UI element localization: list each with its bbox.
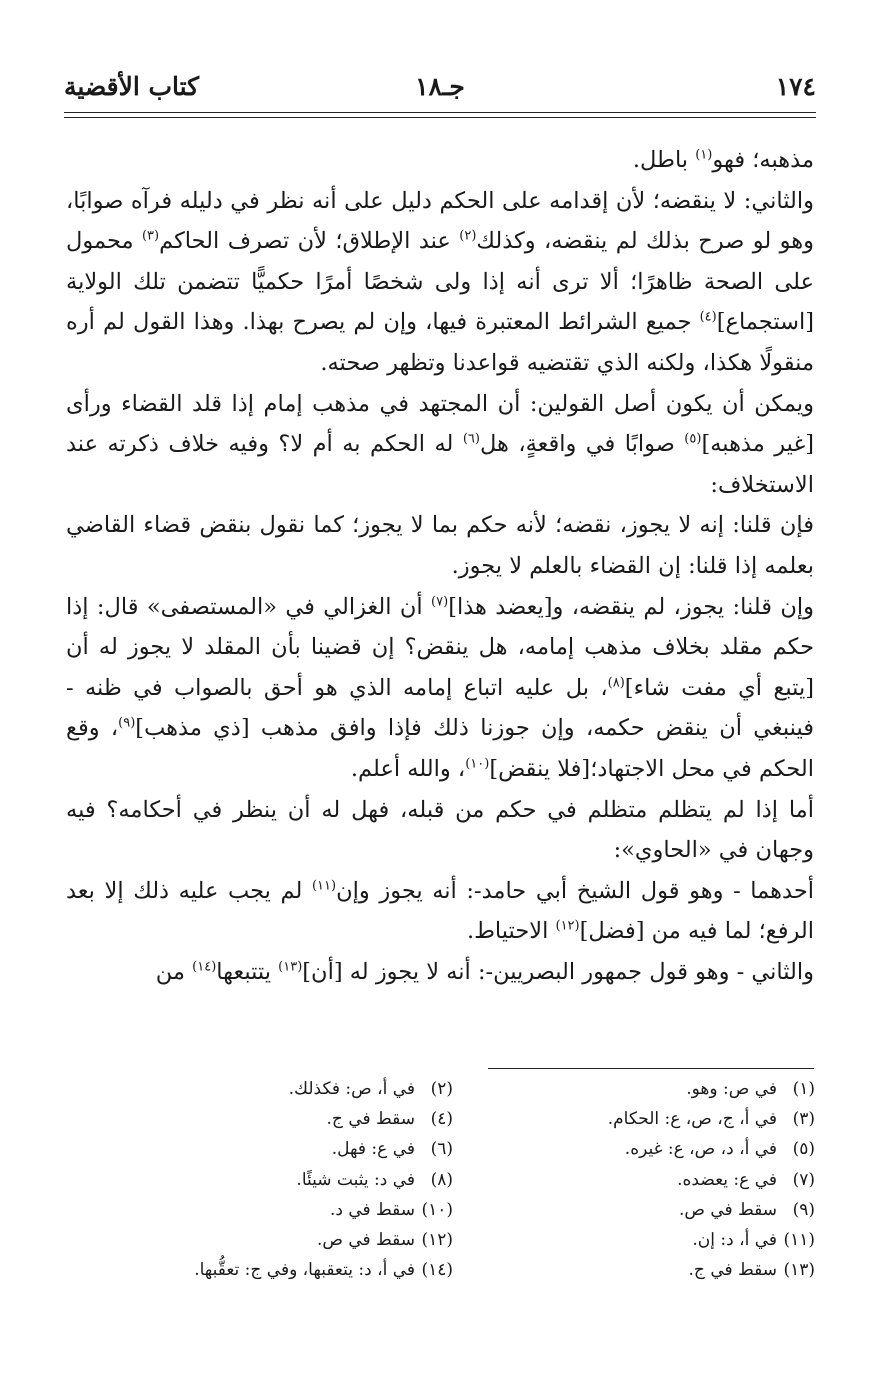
footnote xyxy=(133,1225,453,1255)
footnote-separator xyxy=(488,1068,814,1069)
footnote xyxy=(133,1195,453,1225)
header-rule-thin xyxy=(64,117,816,118)
footnote-text: في ع: فهل. xyxy=(331,1139,415,1160)
footnote-text: في أ، د: يتعقبها، وفي ج: تعقُّبها. xyxy=(194,1260,415,1281)
footnote-text: سقط في ج. xyxy=(326,1109,415,1130)
footnote-number: (٨) xyxy=(430,1169,453,1190)
footnote-number: (١٢) xyxy=(421,1230,453,1251)
footnote-text: في أ، د، ص، ع: غيره. xyxy=(624,1139,777,1160)
footnote-text: سقط في د. xyxy=(329,1199,415,1220)
footnote-number: (١١) xyxy=(783,1230,815,1251)
footnote-text: سقط في ص. xyxy=(316,1230,415,1251)
footnote-number: (٩) xyxy=(792,1199,815,1220)
footnote-number: (١) xyxy=(792,1079,815,1099)
footnote-number: (١٣) xyxy=(783,1260,815,1281)
book-title: كتاب الأقضية xyxy=(64,72,200,101)
footnote xyxy=(485,1255,815,1285)
footnote xyxy=(485,1104,815,1134)
paragraph: مذهبه؛ فهو$^{(١)}$ باطل. xyxy=(632,147,814,173)
footnote-number: (٢) xyxy=(430,1079,453,1099)
footnote xyxy=(485,1134,815,1164)
footnote-text: في أ، ص: فكذلك. xyxy=(288,1079,415,1099)
paragraph: والثاني - وهو قول جمهور البصريين-: أنه لا يجوز له [أن]$^{(١٣)}$ يتتبعها$^{(١٤)}$ من xyxy=(155,958,814,985)
footnote-number: (٥) xyxy=(792,1139,815,1160)
page-number: ١٧٤ xyxy=(775,72,816,101)
footnote-text: في ع: يعضده. xyxy=(677,1169,777,1190)
footnote xyxy=(133,1165,453,1195)
page-header xyxy=(64,72,816,112)
footnote-number: (١٤) xyxy=(421,1260,453,1281)
footnote xyxy=(133,1134,453,1164)
footnote-number: (١٠) xyxy=(421,1199,453,1220)
paragraph: فإن قلنا: إنه لا يجوز، نقضه؛ لأنه حكم بما لا يجوز؛ كما نقول بنقض قضاء القاضي بعلمه إذا قلنا: إن القضاء بالعلم لا يجوز. xyxy=(66,512,814,579)
footnote xyxy=(485,1165,815,1195)
header-rule xyxy=(64,112,816,113)
footnote-number: (٣) xyxy=(792,1109,815,1130)
paragraph: ويمكن أن يكون أصل القولين: أن المجتهد في مذهب إمام إذا قلد القضاء ورأى [غير مذهبه]$^{(٥)}$ صوابًا في واقعةٍ، هل$^{(٦)}$ له الحكم به أم لا؟ وفيه خلاف ذكرته عند الاستخلاف: xyxy=(66,390,814,498)
footnote-text: سقط في ج. xyxy=(688,1260,777,1281)
footnote-text: في أ، د: إن. xyxy=(692,1230,777,1251)
paragraph: أما إذا لم يتظلم متظلم في حكم من قبله، فهل له أن ينظر في أحكامه؟ فيه وجهان في «الحاوي»: xyxy=(66,796,814,864)
footnote-number: (٦) xyxy=(430,1139,453,1160)
footnote-text: في د: يثبت شيئًا. xyxy=(296,1169,415,1190)
footnote-number: (٤) xyxy=(430,1109,453,1130)
footnote xyxy=(133,1255,453,1285)
volume-label: جـ١٨ xyxy=(415,72,465,101)
footnote-text: سقط في ص. xyxy=(678,1199,777,1220)
footnote xyxy=(133,1074,453,1104)
footnotes-column-right xyxy=(485,1074,815,1285)
main-text xyxy=(66,140,814,992)
paragraph: والثاني: لا ينقضه؛ لأن إقدامه على الحكم دليل على أنه نظر في دليله فرآه صوابًا، وهو لو صرح بذلك لم ينقضه، وكذلك$^{(٢)}$ عند الإطلاق؛ لأن تصرف الحاكم$^{(٣)}$ محمول على الصحة ظاهرًا؛ ألا ترى أنه إذا ولى شخصًا أمرًا حكميًّا تتضمن تلك الولاية [استجماع]$^{(٤)}$ جميع الشرائط المعتبرة فيها، وإن لم يصرح بهذا. وهذا القول لم أره منقولًا هكذا، ولكنه الذي تقتضيه قواعدنا وتظهر صحته. xyxy=(66,187,814,376)
footnote-text: في أ، ج، ص، ع: الحكام. xyxy=(607,1109,777,1130)
footnote-text: في ص: وهو. xyxy=(686,1079,777,1099)
footnote xyxy=(485,1195,815,1225)
footnote xyxy=(133,1104,453,1134)
footnote xyxy=(485,1225,815,1255)
footnotes-column-left xyxy=(133,1074,453,1285)
footnote xyxy=(485,1074,815,1104)
footnote-number: (٧) xyxy=(792,1169,815,1190)
paragraph: وإن قلنا: يجوز، لم ينقضه، و[يعضد هذا]$^{(٧)}$ أن الغزالي في «المستصفى» قال: إذا حكم مقلد بخلاف مذهب إمامه، هل ينقض؟ إن قضينا بأن المقلد لا يجوز له أن [يتبع أي مفت شاء]$^{(٨)}$، بل عليه اتباع إمامه الذي هو أحق بالصواب في ظنه - فينبغي أن ينقض حكمه، وإن جوزنا ذلك فإذا وافق مذهب [ذي مذهب]$^{(٩)}$، وقع الحكم في محل الاجتهاد؛[فلا ينقض]$^{(١٠)}$، والله أعلم. xyxy=(66,593,815,782)
paragraph: أحدهما - وهو قول الشيخ أبي حامد-: أنه يجوز وإن$^{(١١)}$ لم يجب عليه ذلك إلا بعد الرفع؛ لما فيه من [فضل]$^{(١٢)}$ الاحتياط. xyxy=(66,877,815,945)
